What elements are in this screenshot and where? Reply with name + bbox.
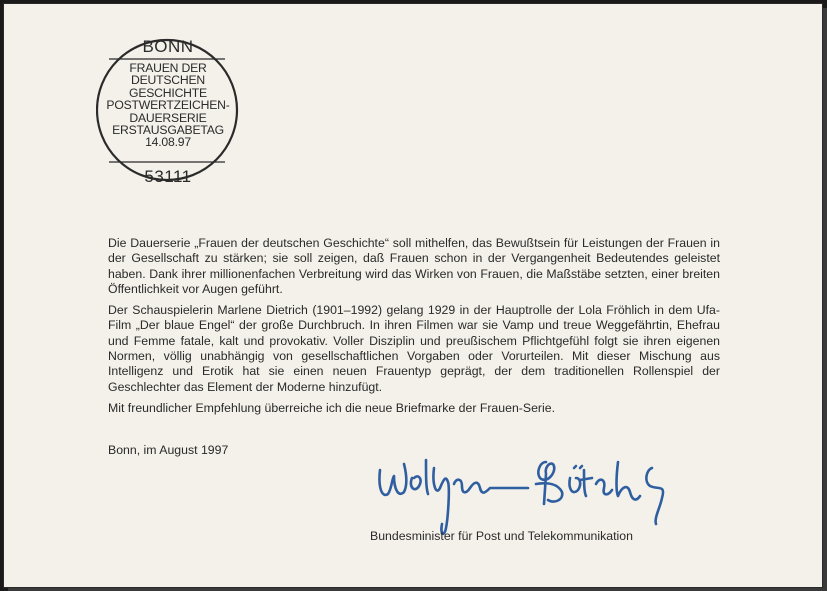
postmark-line: DAUERSERIE [129,110,207,125]
letter-body [108,236,720,422]
place-and-date: Bonn, im August 1997 [108,443,229,457]
paragraph-series-intro: Die Dauerserie „Frauen der deutschen Geschichte“ soll mithelfen, das Bewußtsein für Leistungen der Frauen in der Gesellschaft zu stärken; sie soll zeigen, daß Frauen schon in der Vergangenheit Bedeutendes geleistet haben. Dank ihrer millionenfachen Verbreitung wird das Wirken von Frauen, die Maßstäbe setzten, einer breiten Öffentlichkeit vor Augen geführt. [108,236,720,296]
postmark-line: DEUTSCHEN [130,73,206,88]
postmark-zip: 53111 [144,167,192,186]
paragraph-marlene-dietrich: Der Schauspielerin Marlene Dietrich (1901–1992) gelang 1929 in der Hauptrolle der Lola Fröhlich in dem Ufa-Film „Der blaue Engel“ der große Durchbruch. In ihren Filmen war sie Vamp und treue Weggefährtin, Ehefrau und Femme fatale, kalt und provokativ. Voller Disziplin und preußischem Pflichtgefühl folgt sie ihren eigenen Normen, völlig unabhängig von gesellschaftlichen Vorgaben oder Vorurteilen. Mit dieser Mischung aus Intelligenz und Erotik hat sie einen neuen Frauentyp geprägt, der dem traditionellen Rollenspiel der Geschlechter das Element der Moderne hinzufügt. [108,303,720,394]
postmark-line: FRAUEN DER [129,61,207,75]
postmark-city: BONN [142,37,194,56]
minister-title: Bundesminister für Post und Telekommunikation [370,529,633,543]
postmark-date: 14.08.97 [145,135,191,150]
postmark-line: ERSTAUSGABETAG [112,123,224,138]
paragraph-recommendation: Mit freundlicher Empfehlung überreiche ich die neue Briefmarke der Frauen-Serie. [108,400,556,415]
postmark-inscription [96,62,240,149]
postmark-line: POSTWERTZEICHEN- [106,98,230,113]
postmark-stamp [96,30,240,190]
postmark-line: GESCHICHTE [129,85,207,100]
